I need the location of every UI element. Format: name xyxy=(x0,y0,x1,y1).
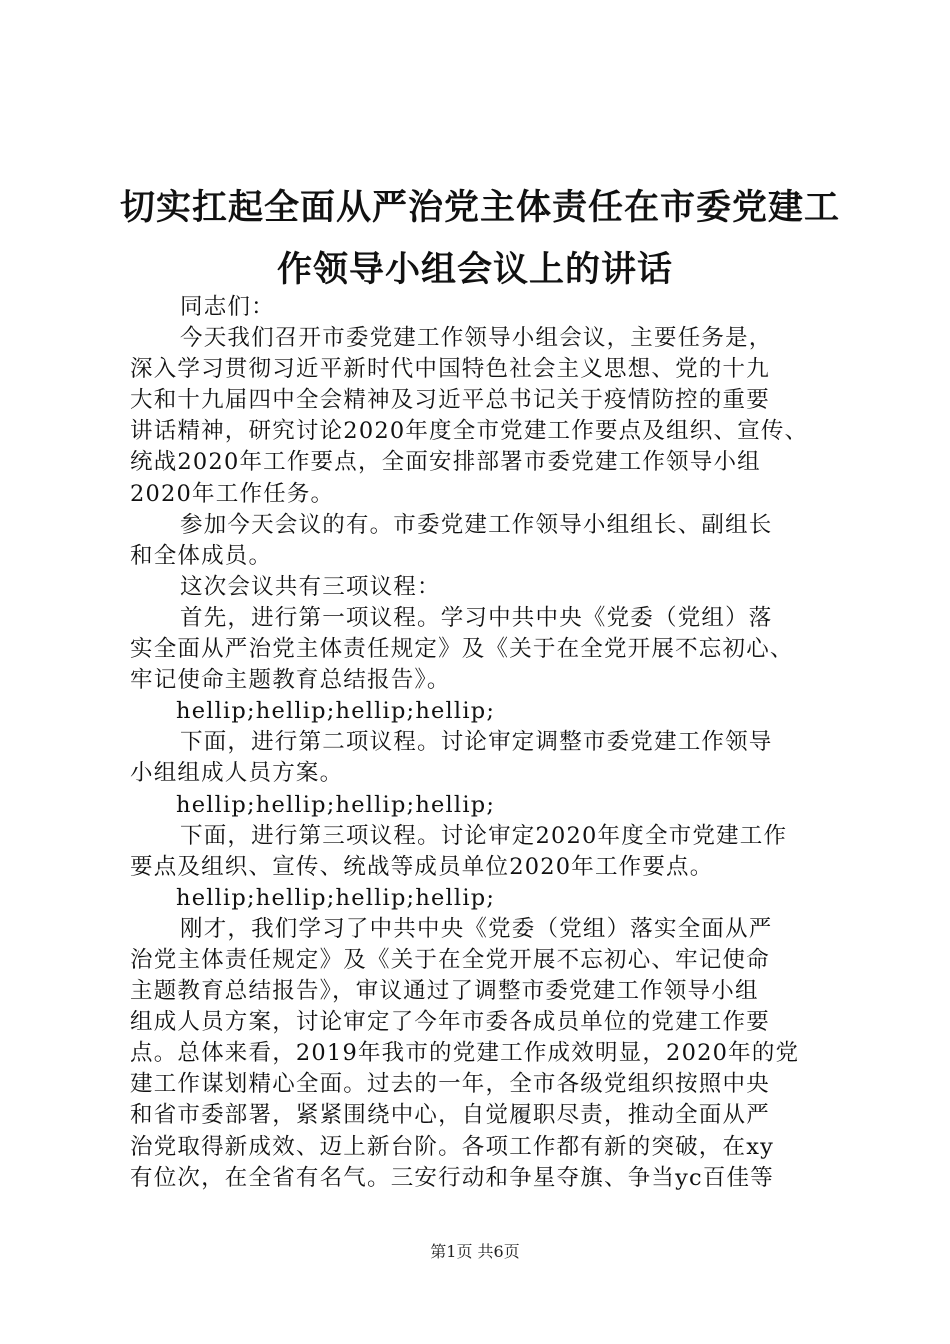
text-line: 点。总体来看，2019年我市的党建工作成效明显，2020年的党 xyxy=(130,1040,800,1067)
text-line: 组成人员方案，讨论审定了今年市委各成员单位的党建工作要 xyxy=(130,1009,770,1036)
text-line: 同志们： xyxy=(180,294,275,320)
document-body xyxy=(130,292,830,1194)
text-line: 首先，进行第一项议程。学习中共中央《党委（党组）落 xyxy=(180,604,773,631)
text-line: 今天我们召开市委党建工作领导小组会议，主要任务是， xyxy=(180,325,773,352)
text-line: 建工作谋划精心全面。过去的一年，全市各级党组织按照中央 xyxy=(130,1071,770,1098)
page-footer: 第1页 共6页 xyxy=(430,1242,520,1261)
text-line: hellip;hellip;hellip;hellip; xyxy=(176,791,496,818)
text-line: 下面，进行第二项议程。讨论审定调整市委党建工作领导 xyxy=(180,729,773,756)
text-line: hellip;hellip;hellip;hellip; xyxy=(176,698,496,725)
document-title-line-1: 切实扛起全面从严治党主体责任在市委党建工 xyxy=(120,188,841,228)
text-line: 实全面从严治党主体责任规定》及《关于在全党开展不忘初心、 xyxy=(130,636,794,663)
text-line: 和全体成员。 xyxy=(130,542,273,569)
text-line: 下面，进行第三项议程。讨论审定2020年度全市党建工作 xyxy=(180,822,788,849)
text-line: 治党主体责任规定》及《关于在全党开展不忘初心、牢记使命 xyxy=(130,946,770,973)
text-line: 治党取得新成效、迈上新台阶。各项工作都有新的突破，在xy xyxy=(130,1133,775,1160)
text-line: 主题教育总结报告》，审议通过了调整市委党建工作领导小组 xyxy=(130,978,759,1005)
text-line: 要点及组织、宣传、统战等成员单位2020年工作要点。 xyxy=(130,853,714,880)
text-line: 统战2020年工作要点，全面安排部署市委党建工作领导小组 xyxy=(130,449,761,476)
text-line: 牢记使命主题教育总结报告》。 xyxy=(130,667,451,694)
text-line: hellip;hellip;hellip;hellip; xyxy=(176,884,496,911)
document-title-line-2: 作领导小组会议上的讲话 xyxy=(276,250,673,290)
text-line: 大和十九届四中全会精神及习近平总书记关于疫情防控的重要 xyxy=(130,387,770,414)
text-line: 2020年工作任务。 xyxy=(130,480,335,507)
text-line: 这次会议共有三项议程： xyxy=(180,573,441,600)
text-line: 小组组成人员方案。 xyxy=(130,760,344,787)
text-line: 参加今天会议的有。市委党建工作领导小组组长、副组长 xyxy=(180,511,773,538)
text-line: 刚才，我们学习了中共中央《党委（党组）落实全面从严 xyxy=(180,915,773,942)
text-line: 和省市委部署，紧紧围绕中心，自觉履职尽责，推动全面从严 xyxy=(130,1102,770,1129)
text-line: 讲话精神，研究讨论2020年度全市党建工作要点及组织、宣传、 xyxy=(130,418,809,445)
text-line: 有位次，在全省有名气。三安行动和争星夺旗、争当yc百佳等 xyxy=(130,1164,774,1191)
text-line: 深入学习贯彻习近平新时代中国特色社会主义思想、党的十九 xyxy=(130,356,770,383)
